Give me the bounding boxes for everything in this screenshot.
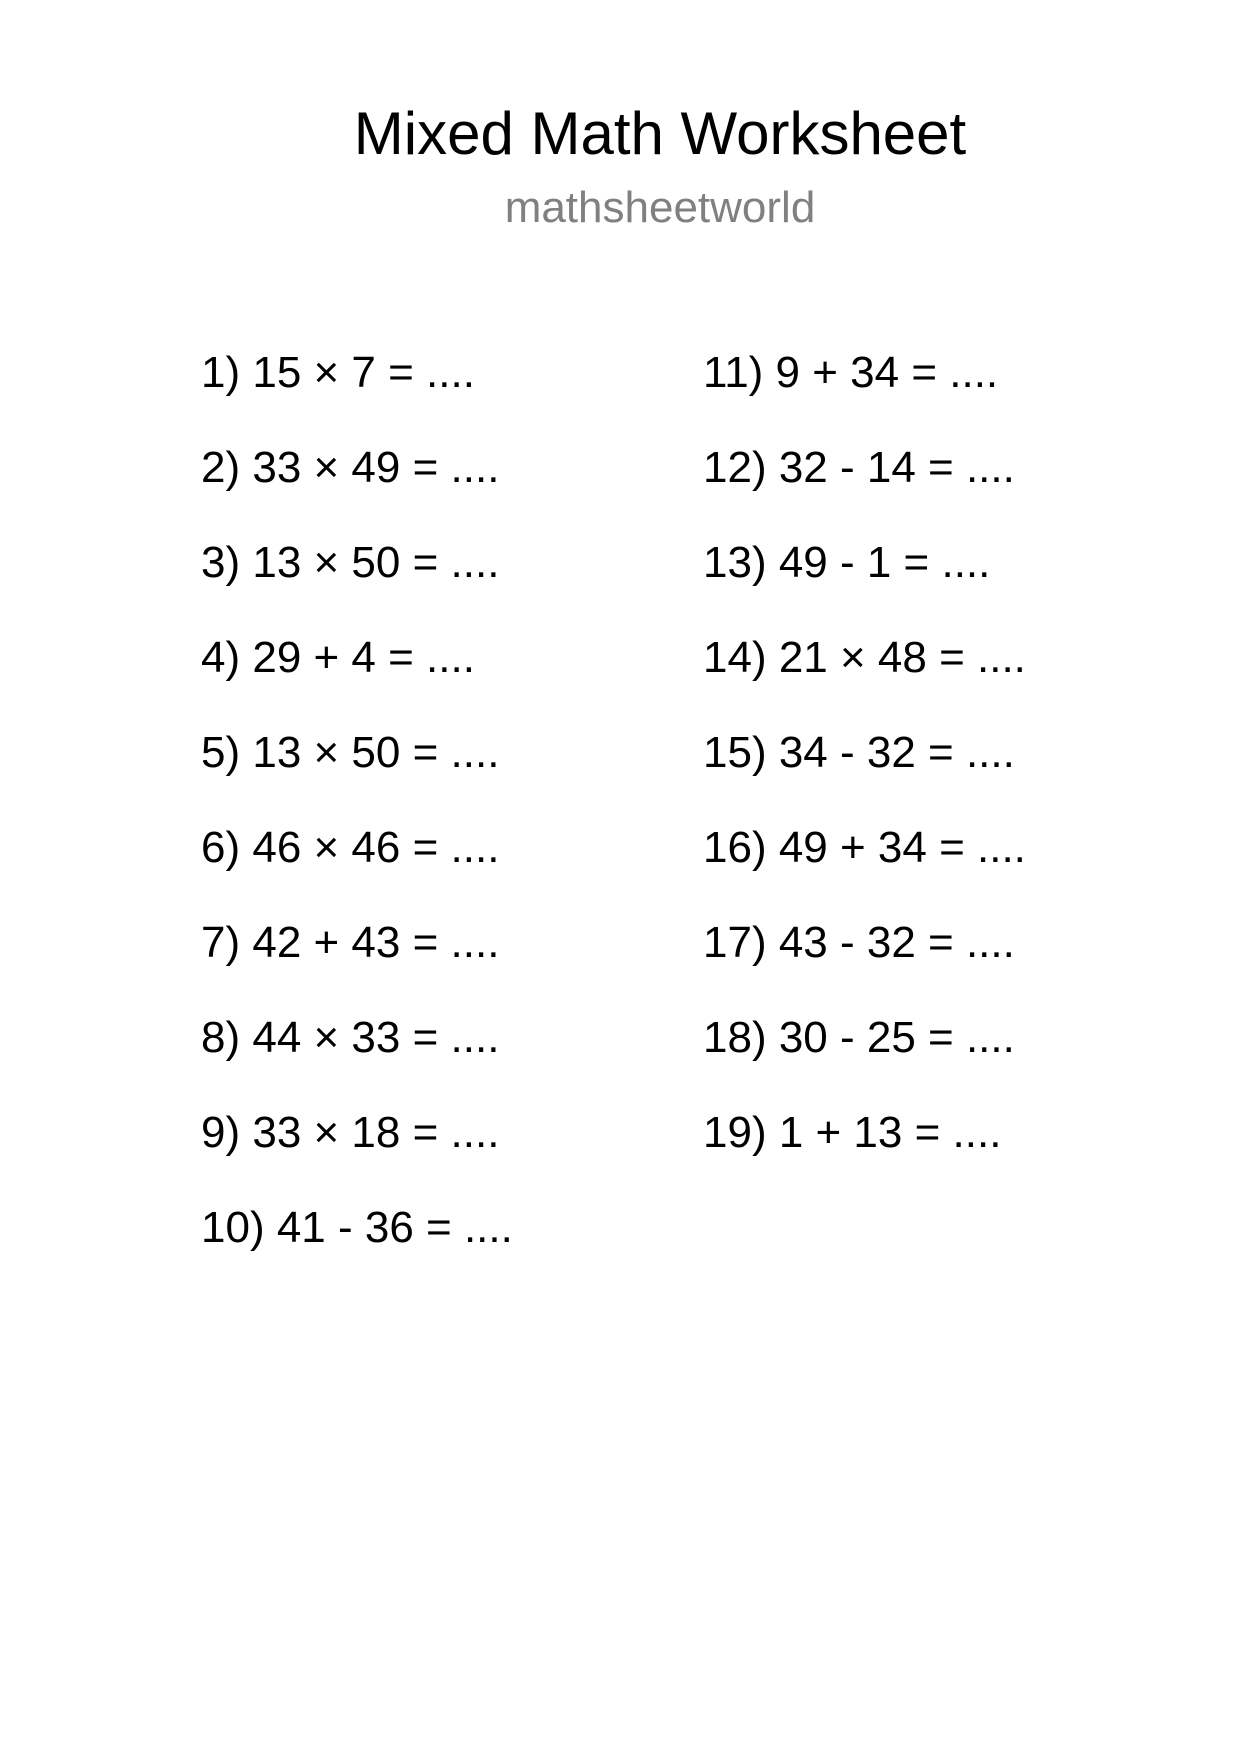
page-title: Mixed Math Worksheet [353,100,967,167]
problem-item: 11) 9 + 34 = .... [703,348,999,397]
problem-item: 19) 1 + 13 = .... [703,1108,1002,1157]
problem-item: 9) 33 × 18 = .... [201,1108,500,1157]
problem-item: 15) 34 - 32 = .... [703,728,1015,777]
problem-item: 7) 42 + 43 = .... [201,918,500,967]
problem-column-left [201,348,513,1298]
problem-item: 16) 49 + 34 = .... [703,823,1026,872]
problem-item: 6) 46 × 46 = .... [201,823,500,872]
problem-item: 13) 49 - 1 = .... [703,538,991,587]
problem-item: 17) 43 - 32 = .... [703,918,1015,967]
problem-item: 2) 33 × 49 = .... [201,443,500,492]
problem-item: 12) 32 - 14 = .... [703,443,1015,492]
problem-item: 18) 30 - 25 = .... [703,1013,1015,1062]
problem-item: 5) 13 × 50 = .... [201,728,500,777]
problem-item: 1) 15 × 7 = .... [201,348,475,397]
problem-column-right [703,348,1026,1203]
problem-item: 14) 21 × 48 = .... [703,633,1026,682]
page-subtitle: mathsheetworld [504,183,816,232]
problem-item: 4) 29 + 4 = .... [201,633,475,682]
problem-item: 10) 41 - 36 = .... [201,1203,513,1252]
problem-item: 8) 44 × 33 = .... [201,1013,500,1062]
problem-item: 3) 13 × 50 = .... [201,538,500,587]
